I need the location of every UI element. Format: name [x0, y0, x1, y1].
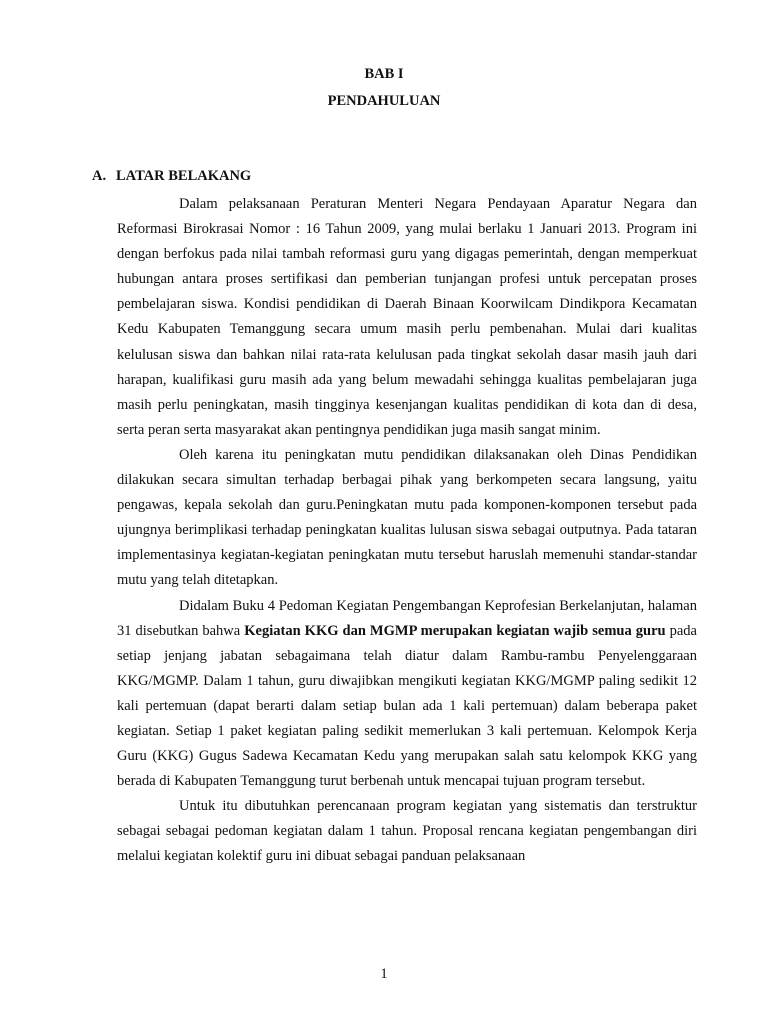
body-text: [117, 192, 697, 870]
page-number: 1: [380, 966, 388, 982]
section-title: LATAR BELAKANG: [116, 168, 252, 184]
paragraph-4: Untuk itu dibutuhkan perencanaan program kegiatan yang sistematis dan terstruktur sebagai sebagai pedoman kegiatan dalam 1 tahun. Proposal rencana kegiatan pengembangan diri melalui kegiatan kolektif guru ini dibuat sebagai panduan pelaksanaan: [117, 798, 697, 865]
paragraph-3: [117, 594, 697, 795]
section-number: A.: [92, 168, 107, 184]
paragraph-3-emphasis: Kegiatan KKG dan MGMP merupakan kegiatan wajib semua guru: [244, 622, 666, 639]
chapter-title: PENDAHULUAN: [327, 93, 441, 109]
chapter-number: BAB I: [364, 66, 404, 82]
paragraph-1: Dalam pelaksanaan Peraturan Menteri Negara Pendayaan Aparatur Negara dan Reformasi Birokrasai Nomor : 16 Tahun 2009, yang mulai berlaku 1 Januari 2013. Program ini dengan berfokus pada nilai tambah reformasi guru yang digagas pemerintah, dengan memperkuat hubungan antara proses sertifikasi dan pemberian tunjangan profesi untuk percepatan proses pembelajaran siswa. Kondisi pendidikan di Daerah Binaan Koorwilcam Dindikpora Kecamatan Kedu Kabupaten Temanggung secara umum masih perlu pembenahan. Mulai dari kualitas kelulusan siswa dan bahkan nilai rata-rata kelulusan pada tingkat sekolah dasar masih jauh dari harapan, kualifikasi guru masih ada yang belum mewadahi sehingga kualitas pembelajaran juga masih perlu peningkatan, masih tingginya kesenjangan kualitas pendidikan di kota dan di desa, serta peran serta masyarakat akan pentingnya pendidikan juga masih sangat minim.: [117, 196, 697, 438]
paragraph-3-rest: pada setiap jenjang jabatan sebagaimana telah diatur dalam Rambu-rambu Penyelenggaraan KKG/MGMP. Dalam 1 tahun, guru diwajibkan mengikuti kegiatan KKG/MGMP paling sedikit 12 kali pertemuan (dapat berarti dalam setiap bulan ada 1 kali pertemuan) dalam beberapa paket kegiatan. Setiap 1 paket kegiatan paling sedikit memerlukan 3 kali pertemuan. Kelompok Kerja Guru (KKG) Gugus Sadewa Kecamatan Kedu yang merupakan salah satu kelompok KKG yang berada di Kabupaten Temanggung turut berbenah untuk mencapai tujuan program tersebut.: [117, 622, 697, 790]
section-heading: [92, 168, 251, 185]
paragraph-2: Oleh karena itu peningkatan mutu pendidikan dilaksanakan oleh Dinas Pendidikan dilakukan secara simultan terhadap berbagai pihak yang berkompeten secara langsung, yaitu pengawas, kepala sekolah dan guru.Peningkatan mutu pada komponen-komponen tersebut pada ujungnya berimplikasi terhadap peningkatan kualitas lulusan siswa sebagai outputnya. Pada tataran implementasinya kegiatan-kegiatan peningkatan mutu tersebut haruslah memenuhi standar-standar mutu yang telah ditetapkan.: [117, 446, 697, 589]
paragraph-3-intro: Didalam Buku 4 Pedoman Kegiatan Pengembangan Keprofesian Berkelanjutan, halaman 31 disebutkan bahwa: [117, 597, 697, 639]
